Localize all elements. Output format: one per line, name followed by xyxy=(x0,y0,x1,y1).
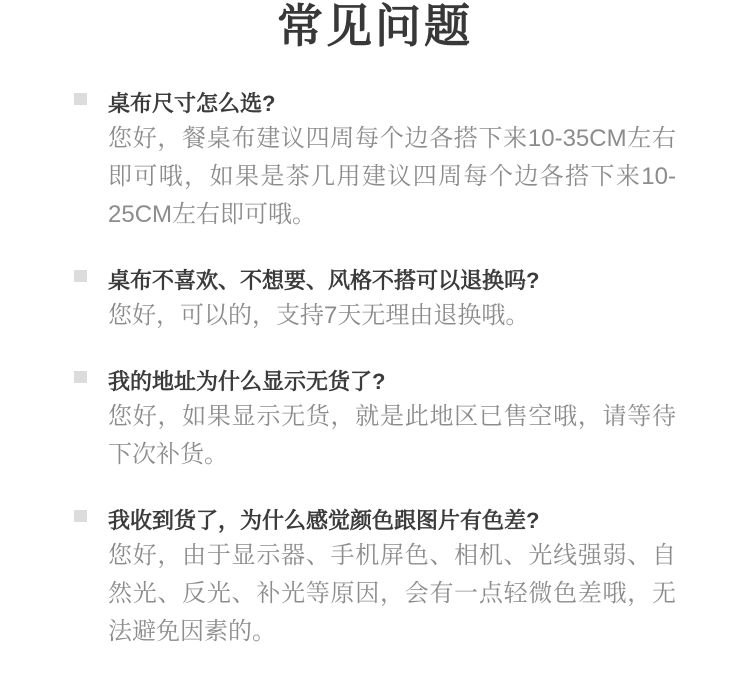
square-bullet-icon xyxy=(74,270,87,282)
faq-item xyxy=(108,88,676,234)
square-bullet-icon xyxy=(74,371,87,383)
faq-answer: 您好，可以的，支持7天无理由退换哦。 xyxy=(108,302,530,329)
faq-answer: 您好，餐桌布建议四周每个边各搭下来10-35CM左右即可哦，如果是茶几用建议四周每个边各搭下来10-25CM左右即可哦。 xyxy=(108,125,676,228)
page-title: 常见问题 xyxy=(277,0,473,52)
square-bullet-icon xyxy=(74,510,87,522)
square-bullet-icon xyxy=(74,93,87,105)
faq-question: 桌布不喜欢、不想要、风格不搭可以退换吗? xyxy=(108,268,540,293)
faq-question: 我收到货了，为什么感觉颜色跟图片有色差? xyxy=(108,508,540,533)
faq-answer: 您好，如果显示无货，就是此地区已售空哦，请等待下次补货。 xyxy=(108,403,676,468)
faq-item xyxy=(108,265,676,335)
faq-list xyxy=(0,88,750,651)
faq-item xyxy=(108,505,676,651)
faq-item xyxy=(108,366,676,474)
faq-question: 我的地址为什么显示无货了? xyxy=(108,369,386,394)
faq-question: 桌布尺寸怎么选? xyxy=(108,91,276,116)
faq-answer: 您好，由于显示器、手机屏色、相机、光线强弱、自然光、反光、补光等原因，会有一点轻微色差哦，无法避免因素的。 xyxy=(108,542,676,645)
